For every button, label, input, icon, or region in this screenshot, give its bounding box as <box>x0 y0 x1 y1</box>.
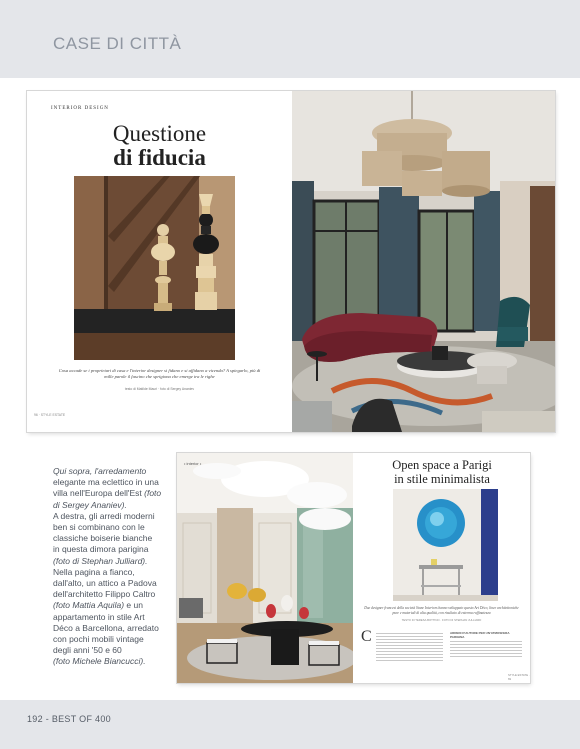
caption-line: Qui sopra, l'arredamento <box>53 466 147 476</box>
spread-folio: 96 · STYLE ESTATE <box>34 413 66 417</box>
magazine-spread-top <box>27 91 555 432</box>
caption-credit: (foto <box>144 488 162 499</box>
sidebar-box <box>450 631 522 659</box>
caption-line: Déco a Barcellona, arredato <box>53 622 159 633</box>
caption-credit: di Sergey Ananiev). <box>53 499 127 510</box>
section-title: CASE DI CITTÀ <box>53 34 182 53</box>
spread-kicker: INTERIOR DESIGN <box>51 106 109 111</box>
paris-interior-photo <box>177 453 353 683</box>
spread2-caption: Due designer francesi della società Stone Interiors hanno sviluppato questo Art Déco, linee architettoniche pure e materiali di alta qualità, con risultato di estrema raffinatezza <box>364 606 519 615</box>
page-footer: 192 - BEST OF 400 <box>27 714 111 724</box>
spread2-title-line1: Open space a Parigi <box>392 458 492 472</box>
chess-sculpture-photo <box>74 176 235 360</box>
caption-line: in questa dimora parigina <box>53 544 149 555</box>
spread-caption: Cosa accade se i proprietari di casa e l'interior designer si fidano e si affidano a vicenda? A spiegarlo, più di mille parole il fascino che sprigiona che emerge tra le righe <box>58 368 261 379</box>
sidebar-heading: ARREDI D'AUTORE PER UN'ATMOSFERA PARIGINA <box>450 631 510 639</box>
drop-cap: C <box>361 628 372 645</box>
caption-line: con pochi mobili vintage <box>53 634 144 645</box>
paris-interior-illustration <box>177 453 353 683</box>
caption-credit: (foto Michele Biancucci). <box>53 656 146 667</box>
spread-title-line2: di fiducia <box>113 145 206 170</box>
spread-credit: testo di Matilde Mauri · foto di Sergey Ananiev <box>124 387 195 391</box>
living-room-photo <box>292 91 555 432</box>
caption-line: degli anni '50 e 60 <box>53 645 122 656</box>
blue-mirror-illustration <box>393 489 498 601</box>
spread-title-line1: Questione <box>112 121 207 146</box>
blue-mirror-photo <box>393 489 498 601</box>
caption-line: classiche boiserie bianche <box>53 533 153 544</box>
photo-caption <box>53 466 176 668</box>
spread2-kicker: • interior • <box>184 461 202 466</box>
spread2-credit: TESTO DI TERESA BOTTINO · FOTO DI STEPHAN JULLIARD <box>401 618 482 622</box>
spread2-title <box>360 458 524 486</box>
caption-line: villa nell'Europa dell'Est <box>53 488 142 499</box>
caption-line: elegante ma eclettico in una <box>53 477 159 488</box>
spread2-title-line2: in stile minimalista <box>394 472 490 486</box>
living-room-illustration <box>292 91 555 432</box>
spread-left-page <box>27 91 292 432</box>
caption-line: Nella pagina a fianco, <box>53 566 135 577</box>
caption-line: A destra, gli arredi moderni <box>53 510 155 521</box>
caption-line: dall'alto, un attico a Padova <box>53 578 157 589</box>
caption-line: e un <box>126 600 143 611</box>
chess-sculpture-illustration <box>74 176 235 360</box>
caption-line: appartamento in stile Art <box>53 611 145 622</box>
caption-credit: (foto Mattia Aquila) <box>53 600 125 611</box>
caption-credit: (foto di Stephan Julliard). <box>53 555 148 566</box>
magazine-spread-bottom <box>177 453 530 683</box>
caption-line: ben si combinano con le <box>53 522 145 533</box>
caption-line: dell'architetto Filippo Caltro <box>53 589 156 600</box>
footer-band <box>0 700 580 749</box>
spread2-folio: STYLE ESTATE · 69 <box>508 673 530 681</box>
spread-right-page <box>353 453 530 683</box>
article-body-text <box>376 631 443 663</box>
